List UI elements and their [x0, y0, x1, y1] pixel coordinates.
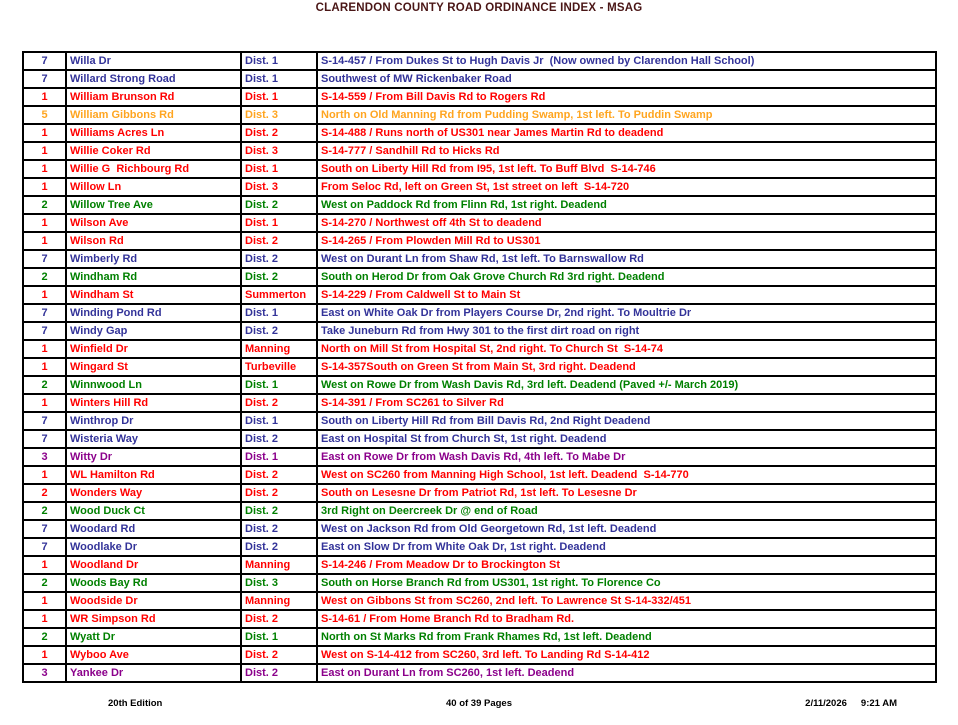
row-number-cell: 1	[23, 466, 66, 484]
district-cell: Dist. 2	[241, 232, 317, 250]
road-name-cell: Woodside Dr	[66, 592, 241, 610]
road-name-cell: WL Hamilton Rd	[66, 466, 241, 484]
page-title: CLARENDON COUNTY ROAD ORDINANCE INDEX - MSAG	[315, 2, 643, 14]
district-cell: Dist. 3	[241, 574, 317, 592]
description-cell: West on S-14-412 from SC260, 3rd left. To Landing Rd S-14-412	[317, 646, 936, 664]
row-number-cell: 2	[23, 376, 66, 394]
road-name-cell: Wyboo Ave	[66, 646, 241, 664]
row-number-cell: 1	[23, 646, 66, 664]
description-cell: West on SC260 from Manning High School, 1st left. Deadend S-14-770	[317, 466, 936, 484]
row-number-cell: 2	[23, 484, 66, 502]
table-row	[23, 196, 936, 214]
district-cell: Dist. 2	[241, 664, 317, 682]
description-cell: East on White Oak Dr from Players Course Dr, 2nd right. To Moultrie Dr	[317, 304, 936, 322]
road-name-cell: William Gibbons Rd	[66, 106, 241, 124]
district-cell: Dist. 3	[241, 178, 317, 196]
table-row	[23, 628, 936, 646]
row-number-cell: 7	[23, 538, 66, 556]
district-cell: Turbeville	[241, 358, 317, 376]
row-number-cell: 5	[23, 106, 66, 124]
description-cell: S-14-61 / From Home Branch Rd to Bradham Rd.	[317, 610, 936, 628]
description-cell: S-14-457 / From Dukes St to Hugh Davis Jr (Now owned by Clarendon Hall School)	[317, 52, 936, 70]
district-cell: Manning	[241, 340, 317, 358]
road-name-cell: Witty Dr	[66, 448, 241, 466]
description-cell: Take Juneburn Rd from Hwy 301 to the first dirt road on right	[317, 322, 936, 340]
road-name-cell: Williams Acres Ln	[66, 124, 241, 142]
district-cell: Dist. 1	[241, 70, 317, 88]
description-cell: S-14-270 / Northwest off 4th St to deadend	[317, 214, 936, 232]
description-cell: S-14-559 / From Bill Davis Rd to Rogers Rd	[317, 88, 936, 106]
table-row	[23, 520, 936, 538]
table-row	[23, 466, 936, 484]
table-row	[23, 142, 936, 160]
table-row	[23, 484, 936, 502]
road-name-cell: Winnwood Ln	[66, 376, 241, 394]
road-name-cell: Windy Gap	[66, 322, 241, 340]
district-cell: Dist. 1	[241, 88, 317, 106]
table-row	[23, 646, 936, 664]
table-row	[23, 178, 936, 196]
district-cell: Dist. 2	[241, 268, 317, 286]
table-row	[23, 610, 936, 628]
row-number-cell: 1	[23, 214, 66, 232]
row-number-cell: 1	[23, 232, 66, 250]
district-cell: Dist. 1	[241, 52, 317, 70]
table-row	[23, 88, 936, 106]
table-row	[23, 214, 936, 232]
district-cell: Dist. 1	[241, 448, 317, 466]
district-cell: Dist. 2	[241, 646, 317, 664]
description-cell: S-14-777 / Sandhill Rd to Hicks Rd	[317, 142, 936, 160]
row-number-cell: 1	[23, 88, 66, 106]
table-row	[23, 556, 936, 574]
row-number-cell: 1	[23, 160, 66, 178]
road-name-cell: Willie G Richbourg Rd	[66, 160, 241, 178]
row-number-cell: 7	[23, 430, 66, 448]
table-row	[23, 502, 936, 520]
edition-label: 20th Edition	[108, 698, 163, 709]
district-cell: Dist. 1	[241, 304, 317, 322]
district-cell: Dist. 2	[241, 322, 317, 340]
table-row	[23, 448, 936, 466]
table-row	[23, 574, 936, 592]
description-cell: S-14-488 / Runs north of US301 near James Martin Rd to deadend	[317, 124, 936, 142]
description-cell: North on Old Manning Rd from Pudding Swamp, 1st left. To Puddin Swamp	[317, 106, 936, 124]
description-cell: West on Gibbons St from SC260, 2nd left. To Lawrence St S-14-332/451	[317, 592, 936, 610]
road-name-cell: Wood Duck Ct	[66, 502, 241, 520]
table-row	[23, 304, 936, 322]
road-name-cell: Willow Tree Ave	[66, 196, 241, 214]
description-cell: S-14-265 / From Plowden Mill Rd to US301	[317, 232, 936, 250]
print-date: 2/11/2026	[805, 698, 847, 709]
district-cell: Summerton	[241, 286, 317, 304]
table-row	[23, 250, 936, 268]
description-cell: From Seloc Rd, left on Green St, 1st street on left S-14-720	[317, 178, 936, 196]
table-row	[23, 70, 936, 88]
table-row	[23, 322, 936, 340]
print-time: 9:21 AM	[860, 698, 897, 709]
table-row	[23, 52, 936, 70]
row-number-cell: 1	[23, 358, 66, 376]
description-cell: South on Lesesne Dr from Patriot Rd, 1st left. To Lesesne Dr	[317, 484, 936, 502]
row-number-cell: 2	[23, 574, 66, 592]
table-row	[23, 358, 936, 376]
row-number-cell: 1	[23, 556, 66, 574]
district-cell: Dist. 2	[241, 610, 317, 628]
district-cell: Dist. 1	[241, 412, 317, 430]
description-cell: S-14-357South on Green St from Main St, 3rd right. Deadend	[317, 358, 936, 376]
row-number-cell: 1	[23, 286, 66, 304]
district-cell: Dist. 2	[241, 124, 317, 142]
table-row	[23, 124, 936, 142]
table-row	[23, 340, 936, 358]
road-name-cell: Wyatt Dr	[66, 628, 241, 646]
table-row	[23, 376, 936, 394]
road-name-cell: William Brunson Rd	[66, 88, 241, 106]
row-number-cell: 7	[23, 52, 66, 70]
district-cell: Dist. 2	[241, 394, 317, 412]
road-name-cell: Woodlake Dr	[66, 538, 241, 556]
table-row	[23, 412, 936, 430]
table-row	[23, 664, 936, 682]
district-cell: Dist. 1	[241, 376, 317, 394]
district-cell: Dist. 3	[241, 106, 317, 124]
page-count-label: 40 of 39 Pages	[445, 698, 512, 709]
road-name-cell: Woodland Dr	[66, 556, 241, 574]
description-cell: South on Liberty Hill Rd from I95, 1st left. To Buff Blvd S-14-746	[317, 160, 936, 178]
district-cell: Dist. 2	[241, 250, 317, 268]
row-number-cell: 1	[23, 142, 66, 160]
table-row	[23, 160, 936, 178]
row-number-cell: 7	[23, 322, 66, 340]
district-cell: Dist. 1	[241, 214, 317, 232]
description-cell: South on Herod Dr from Oak Grove Church Rd 3rd right. Deadend	[317, 268, 936, 286]
row-number-cell: 1	[23, 592, 66, 610]
description-cell: East on Durant Ln from SC260, 1st left. Deadend	[317, 664, 936, 682]
district-cell: Manning	[241, 556, 317, 574]
road-name-cell: Wilson Rd	[66, 232, 241, 250]
road-name-cell: Windham Rd	[66, 268, 241, 286]
description-cell: West on Rowe Dr from Wash Davis Rd, 3rd left. Deadend (Paved +/- March 2019)	[317, 376, 936, 394]
table-row	[23, 268, 936, 286]
row-number-cell: 1	[23, 178, 66, 196]
row-number-cell: 1	[23, 394, 66, 412]
description-cell: East on Slow Dr from White Oak Dr, 1st right. Deadend	[317, 538, 936, 556]
print-datetime	[791, 698, 897, 709]
description-cell: Southwest of MW Rickenbaker Road	[317, 70, 936, 88]
description-cell: East on Hospital St from Church St, 1st right. Deadend	[317, 430, 936, 448]
district-cell: Dist. 2	[241, 430, 317, 448]
page-footer	[0, 698, 958, 712]
road-name-cell: Willow Ln	[66, 178, 241, 196]
road-name-cell: Winding Pond Rd	[66, 304, 241, 322]
road-name-cell: Woods Bay Rd	[66, 574, 241, 592]
table-row	[23, 106, 936, 124]
row-number-cell: 7	[23, 520, 66, 538]
district-cell: Dist. 2	[241, 502, 317, 520]
row-number-cell: 2	[23, 196, 66, 214]
road-name-cell: Wisteria Way	[66, 430, 241, 448]
road-name-cell: Wonders Way	[66, 484, 241, 502]
road-name-cell: Windham St	[66, 286, 241, 304]
row-number-cell: 2	[23, 628, 66, 646]
description-cell: North on Mill St from Hospital St, 2nd right. To Church St S-14-74	[317, 340, 936, 358]
table-row	[23, 592, 936, 610]
description-cell: South on Horse Branch Rd from US301, 1st right. To Florence Co	[317, 574, 936, 592]
district-cell: Dist. 3	[241, 142, 317, 160]
road-name-cell: Wilson Ave	[66, 214, 241, 232]
row-number-cell: 7	[23, 70, 66, 88]
district-cell: Dist. 2	[241, 538, 317, 556]
row-number-cell: 7	[23, 304, 66, 322]
road-name-cell: Yankee Dr	[66, 664, 241, 682]
row-number-cell: 1	[23, 124, 66, 142]
road-name-cell: Willard Strong Road	[66, 70, 241, 88]
road-name-cell: Woodard Rd	[66, 520, 241, 538]
description-cell: South on Liberty Hill Rd from Bill Davis Rd, 2nd Right Deadend	[317, 412, 936, 430]
description-cell: 3rd Right on Deercreek Dr @ end of Road	[317, 502, 936, 520]
description-cell: S-14-229 / From Caldwell St to Main St	[317, 286, 936, 304]
district-cell: Dist. 2	[241, 520, 317, 538]
description-cell: East on Rowe Dr from Wash Davis Rd, 4th left. To Mabe Dr	[317, 448, 936, 466]
table-row	[23, 538, 936, 556]
description-cell: S-14-391 / From SC261 to Silver Rd	[317, 394, 936, 412]
description-cell: West on Jackson Rd from Old Georgetown Rd, 1st left. Deadend	[317, 520, 936, 538]
row-number-cell: 2	[23, 502, 66, 520]
row-number-cell: 2	[23, 268, 66, 286]
district-cell: Dist. 1	[241, 160, 317, 178]
road-name-cell: WR Simpson Rd	[66, 610, 241, 628]
row-number-cell: 3	[23, 664, 66, 682]
road-name-cell: Wingard St	[66, 358, 241, 376]
road-name-cell: Wimberly Rd	[66, 250, 241, 268]
district-cell: Dist. 1	[241, 628, 317, 646]
road-name-cell: Winfield Dr	[66, 340, 241, 358]
row-number-cell: 7	[23, 412, 66, 430]
district-cell: Dist. 2	[241, 484, 317, 502]
road-index-table-body	[23, 52, 936, 682]
description-cell: West on Paddock Rd from Flinn Rd, 1st right. Deadend	[317, 196, 936, 214]
row-number-cell: 3	[23, 448, 66, 466]
road-name-cell: Willa Dr	[66, 52, 241, 70]
row-number-cell: 1	[23, 340, 66, 358]
table-row	[23, 394, 936, 412]
road-index-table	[22, 51, 937, 683]
road-name-cell: Winthrop Dr	[66, 412, 241, 430]
road-name-cell: Winters Hill Rd	[66, 394, 241, 412]
district-cell: Dist. 2	[241, 196, 317, 214]
district-cell: Dist. 2	[241, 466, 317, 484]
district-cell: Manning	[241, 592, 317, 610]
description-cell: West on Durant Ln from Shaw Rd, 1st left. To Barnswallow Rd	[317, 250, 936, 268]
road-name-cell: Willie Coker Rd	[66, 142, 241, 160]
table-row	[23, 430, 936, 448]
description-cell: S-14-246 / From Meadow Dr to Brockington St	[317, 556, 936, 574]
description-cell: North on St Marks Rd from Frank Rhames Rd, 1st left. Deadend	[317, 628, 936, 646]
table-row	[23, 286, 936, 304]
row-number-cell: 1	[23, 610, 66, 628]
row-number-cell: 7	[23, 250, 66, 268]
table-row	[23, 232, 936, 250]
